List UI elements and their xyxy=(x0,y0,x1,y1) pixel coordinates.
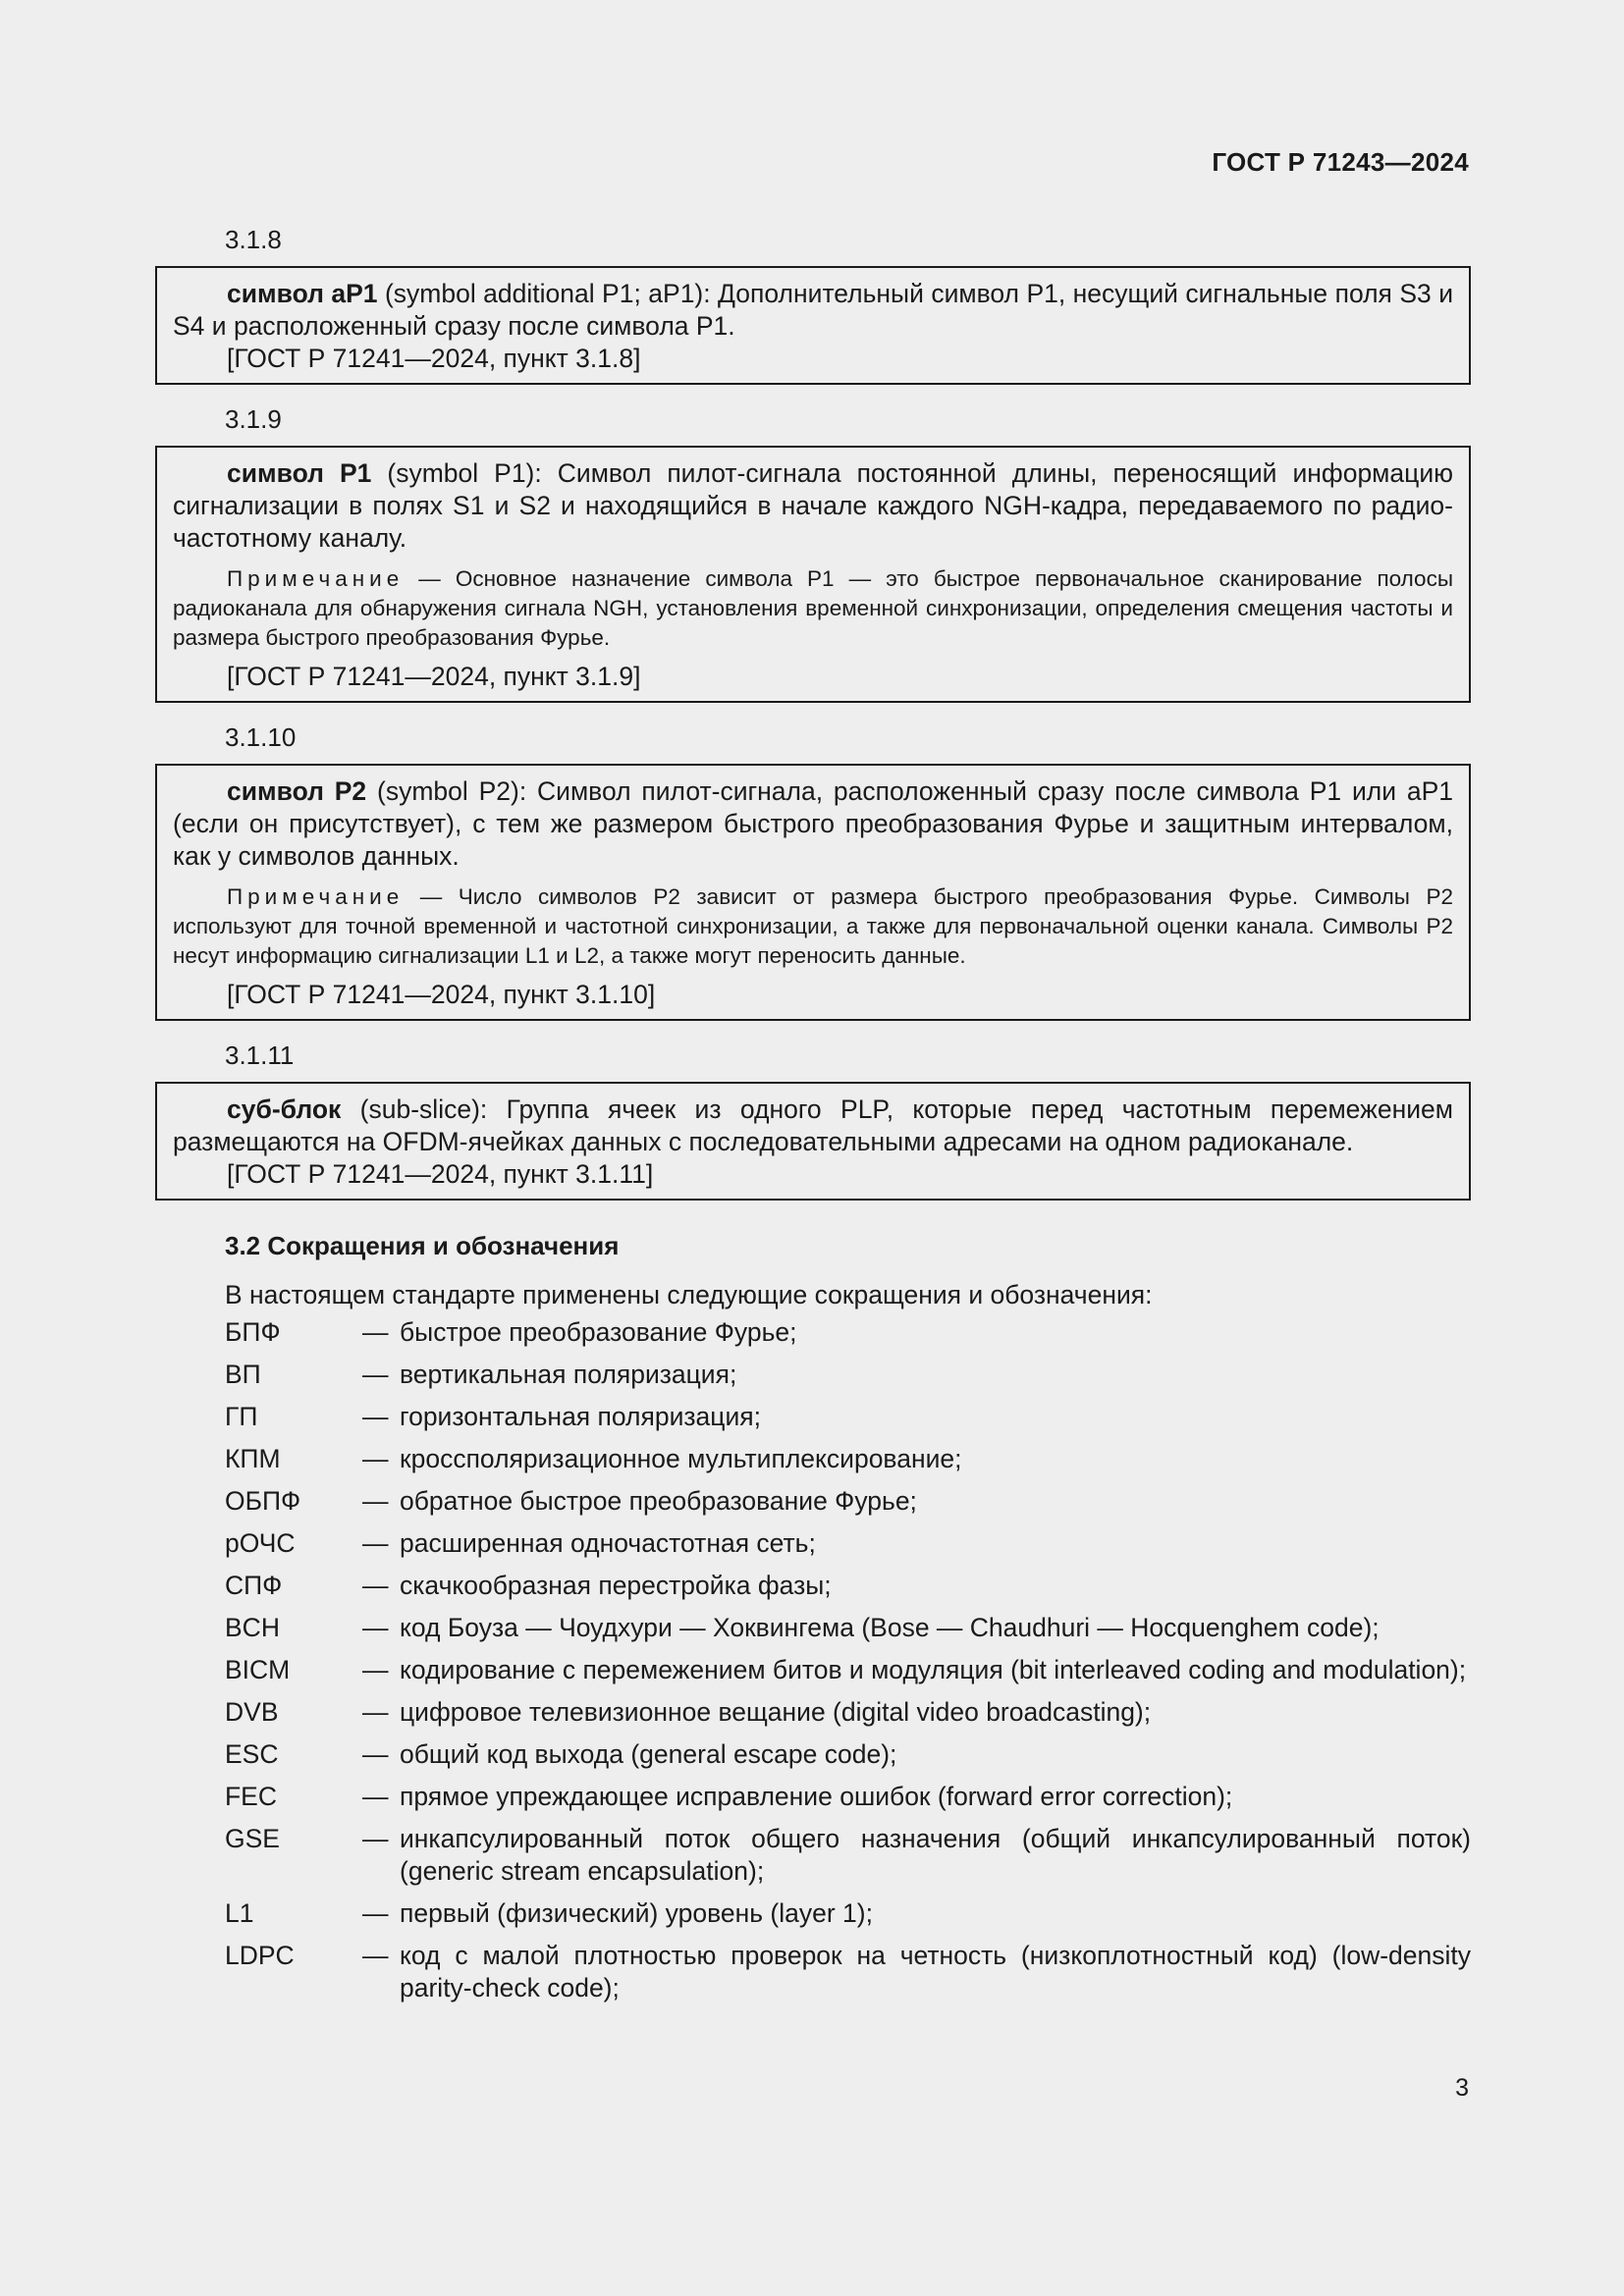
dash: — xyxy=(362,1655,389,1684)
abbreviation: СПФ xyxy=(225,1571,283,1600)
definition-paragraph xyxy=(173,457,1453,555)
term-definition-box xyxy=(155,266,1471,385)
term: символ P1 xyxy=(227,458,372,488)
note-paragraph xyxy=(173,882,1453,971)
abbreviation: GSE xyxy=(225,1824,280,1853)
dash: — xyxy=(362,1486,389,1516)
abbreviation: ВП xyxy=(225,1360,261,1389)
abbreviation-row xyxy=(155,1527,1471,1560)
abbreviation-row xyxy=(155,1401,1471,1433)
abbreviation-row xyxy=(155,1570,1471,1602)
abbreviation-definition: скачкообразная перестройка фазы; xyxy=(400,1571,832,1600)
term: символ aP1 xyxy=(227,279,378,308)
dash: — xyxy=(362,1613,389,1642)
term-definition-box xyxy=(155,764,1471,1021)
dash: — xyxy=(362,1697,389,1727)
dash: — xyxy=(362,1444,389,1473)
abbreviation-definition: расширенная одночастотная сеть; xyxy=(400,1528,816,1558)
dash: — xyxy=(362,1739,389,1769)
abbreviation: BICM xyxy=(225,1655,291,1684)
abbreviation: рОЧС xyxy=(225,1528,296,1558)
abbreviation-definition: код Боуза — Чоудхури — Хоквингема (Bose — Chaudhuri — Hocquenghem code); xyxy=(400,1613,1380,1642)
reference: [ГОСТ Р 71241—2024, пункт 3.1.8] xyxy=(227,344,641,373)
dash: — xyxy=(362,1528,389,1558)
abbreviation-definition: цифровое телевизионное вещание (digital video broadcasting); xyxy=(400,1697,1152,1727)
abbreviation: L1 xyxy=(225,1898,254,1928)
entry-number: 3.1.9 xyxy=(225,404,282,434)
dash: — xyxy=(362,1317,389,1347)
abbreviation: БПФ xyxy=(225,1317,281,1347)
definition-text: (sub-slice): Группа ячеек из одного PLP, которые перед частотным перемежением размещаются на OFDM-ячейках данных с последовательными адресами на одном радиоканале. xyxy=(173,1095,1453,1156)
document-content xyxy=(155,221,1471,2014)
abbreviation-definition: обратное быстрое преобразование Фурье; xyxy=(400,1486,917,1516)
abbreviation-definition: общий код выхода (general escape code); xyxy=(400,1739,897,1769)
dash: — xyxy=(362,1824,389,1853)
term: суб-блок xyxy=(227,1095,342,1124)
dash: — xyxy=(362,1941,389,1970)
entry-number: 3.1.8 xyxy=(225,225,282,254)
abbreviation-definition: быстрое преобразование Фурье; xyxy=(400,1317,797,1347)
dash: — xyxy=(362,1360,389,1389)
term-definition-box xyxy=(155,1082,1471,1201)
abbreviation-row xyxy=(155,1940,1471,2004)
abbreviation-row xyxy=(155,1359,1471,1391)
reference: [ГОСТ Р 71241—2024, пункт 3.1.10] xyxy=(227,980,656,1009)
dash: — xyxy=(362,1898,389,1928)
note-label: Примечание xyxy=(227,566,405,591)
entry-number: 3.1.10 xyxy=(225,722,297,752)
note-paragraph xyxy=(173,564,1453,653)
abbreviation: DVB xyxy=(225,1697,279,1727)
note-text: — Число символов P2 зависит от размера быстрого преобразования Фурье. Символы P2 используют для точной временной и частотной синхронизации, а также для первоначальной оценки канала. Символы P2 несут информацию сигнализации L1 и L2, а также могут переносить данные. xyxy=(173,884,1453,968)
abbreviation: ГП xyxy=(225,1402,258,1431)
note-label: Примечание xyxy=(227,884,405,909)
abbreviation: ОБПФ xyxy=(225,1486,301,1516)
abbreviation-row xyxy=(155,1654,1471,1686)
dash: — xyxy=(362,1571,389,1600)
abbreviation-row xyxy=(155,1443,1471,1475)
abbreviation-definition: вертикальная поляризация; xyxy=(400,1360,737,1389)
term: символ P2 xyxy=(227,776,367,806)
abbreviation-row xyxy=(155,1823,1471,1888)
reference: [ГОСТ Р 71241—2024, пункт 3.1.11] xyxy=(227,1159,654,1189)
abbreviation-definition: кодирование с перемежением битов и модуляция (bit interleaved coding and modulation); xyxy=(400,1655,1467,1684)
abbreviation-row xyxy=(155,1696,1471,1729)
abbreviation-row xyxy=(155,1612,1471,1644)
page-number: 3 xyxy=(1455,2074,1469,2102)
definition-text: (symbol P2): Символ пилот-сигнала, расположенный сразу после символа P1 или aP1 (если он присутствует), с тем же размером быстрого преобразования Фурье и защитным интервалом, как у символов данных. xyxy=(173,776,1453,871)
abbreviation: FEC xyxy=(225,1782,277,1811)
dash: — xyxy=(362,1782,389,1811)
abbreviation: BCH xyxy=(225,1613,280,1642)
document-header-id: ГОСТ Р 71243—2024 xyxy=(1212,147,1469,177)
abbreviation-row xyxy=(155,1485,1471,1518)
reference: [ГОСТ Р 71241—2024, пункт 3.1.9] xyxy=(227,662,641,691)
abbreviation-row xyxy=(155,1781,1471,1813)
section-intro: В настоящем стандарте применены следующие сокращения и обозначения: xyxy=(225,1280,1153,1309)
abbreviation-definition: прямое упреждающее исправление ошибок (forward error correction); xyxy=(400,1782,1233,1811)
definition-text: (symbol additional P1; aP1): Дополнительный символ P1, несущий сигнальные поля S3 и S4 и расположенный сразу после символа P1. xyxy=(173,279,1454,341)
abbreviation: LDPC xyxy=(225,1941,295,1970)
abbreviation-definition: горизонтальная поляризация; xyxy=(400,1402,761,1431)
abbreviation-row xyxy=(155,1738,1471,1771)
abbreviation-definition: код с малой плотностью проверок на четность (низкоплотностный код) (low-density parity-check code); xyxy=(400,1941,1471,2002)
abbreviation-definition: первый (физический) уровень (layer 1); xyxy=(400,1898,873,1928)
abbreviation: КПМ xyxy=(225,1444,281,1473)
definition-paragraph xyxy=(173,278,1453,343)
abbreviation-row xyxy=(155,1316,1471,1349)
entry-number: 3.1.11 xyxy=(225,1041,295,1070)
abbreviation-definition: инкапсулированный поток общего назначения (общий инкапсулированный поток) (generic stream encapsulation); xyxy=(400,1824,1471,1886)
abbreviation-row xyxy=(155,1897,1471,1930)
section-title: 3.2 Сокращения и обозначения xyxy=(225,1231,620,1260)
definition-paragraph xyxy=(173,775,1453,873)
definition-paragraph xyxy=(173,1094,1453,1158)
abbreviation: ESC xyxy=(225,1739,279,1769)
definition-text: (symbol P1): Символ пилот-сигнала постоянной длины, переносящий информацию сигнализации в полях S1 и S2 и находящийся в начале каждого NGH-кадра, передаваемого по радио-частотному каналу. xyxy=(173,458,1453,553)
dash: — xyxy=(362,1402,389,1431)
note-text: — Основное назначение символа P1 — это быстрое первоначальное сканирование полосы радиоканала для обнаружения сигнала NGH, установления временной синхронизации, определения смещения частоты и размера быстрого преобразования Фурье. xyxy=(173,566,1453,650)
abbreviation-definition: кроссполяризационное мультиплексирование; xyxy=(400,1444,962,1473)
term-definition-box xyxy=(155,446,1471,703)
abbreviation-list xyxy=(155,1316,1471,2004)
